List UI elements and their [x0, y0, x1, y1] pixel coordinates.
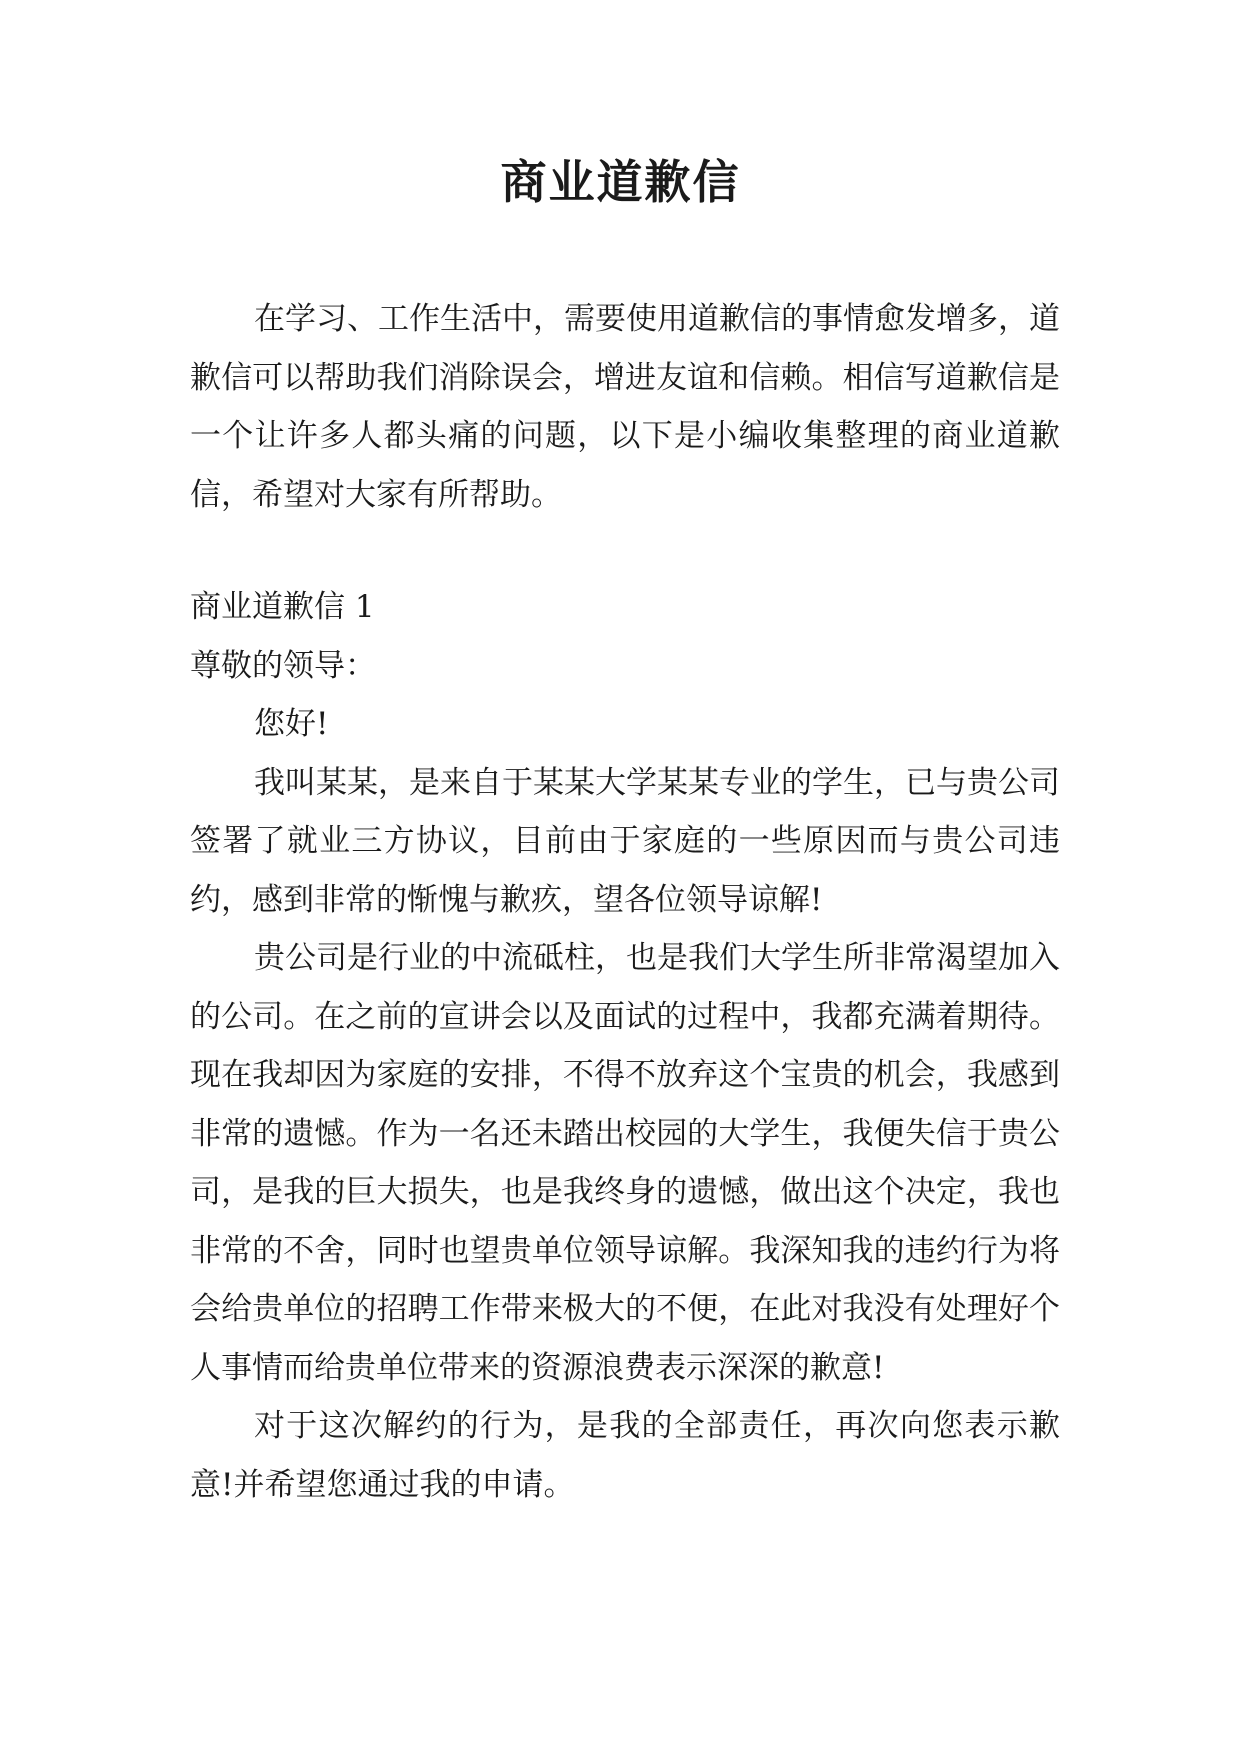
section-heading: 商业道歉信 1 — [190, 589, 375, 625]
intro-section — [190, 290, 1060, 524]
letter-section — [190, 578, 1060, 1514]
document-title: 商业道歉信 — [500, 155, 741, 209]
letter-paragraph-1: 我叫某某，是来自于某某大学某某专业的学生，已与贵公司签署了就业三方协议，目前由于家庭的一些原因而与贵公司违约，感到非常的惭愧与歉疚，望各位领导谅解! — [190, 764, 1060, 918]
salutation: 尊敬的领导： — [190, 647, 376, 684]
letter-paragraph-3: 对于这次解约的行为，是我的全部责任，再次向您表示歉意!并希望您通过我的申请。 — [190, 1408, 1060, 1503]
greeting: 您好! — [254, 706, 329, 742]
intro-paragraph: 在学习、工作生活中，需要使用道歉信的事情愈发增多，道歉信可以帮助我们消除误会，增进友谊和信赖。相信写道歉信是一个让许多人都头痛的问题，以下是小编收集整理的商业道歉信，希望对大家有所帮助。 — [190, 301, 1060, 513]
letter-paragraph-2: 贵公司是行业的中流砥柱，也是我们大学生所非常渴望加入的公司。在之前的宣讲会以及面试的过程中，我都充满着期待。现在我却因为家庭的安排，不得不放弃这个宝贵的机会，我感到非常的遗憾。作为一名还未踏出校园的大学生，我便失信于贵公司，是我的巨大损失，也是我终身的遗憾，做出这个决定，我也非常的不舍，同时也望贵单位领导谅解。我深知我的违约行为将会给贵单位的招聘工作带来极大的不便，在此对我没有处理好个人事情而给贵单位带来的资源浪费表示深深的歉意! — [190, 940, 1060, 1386]
